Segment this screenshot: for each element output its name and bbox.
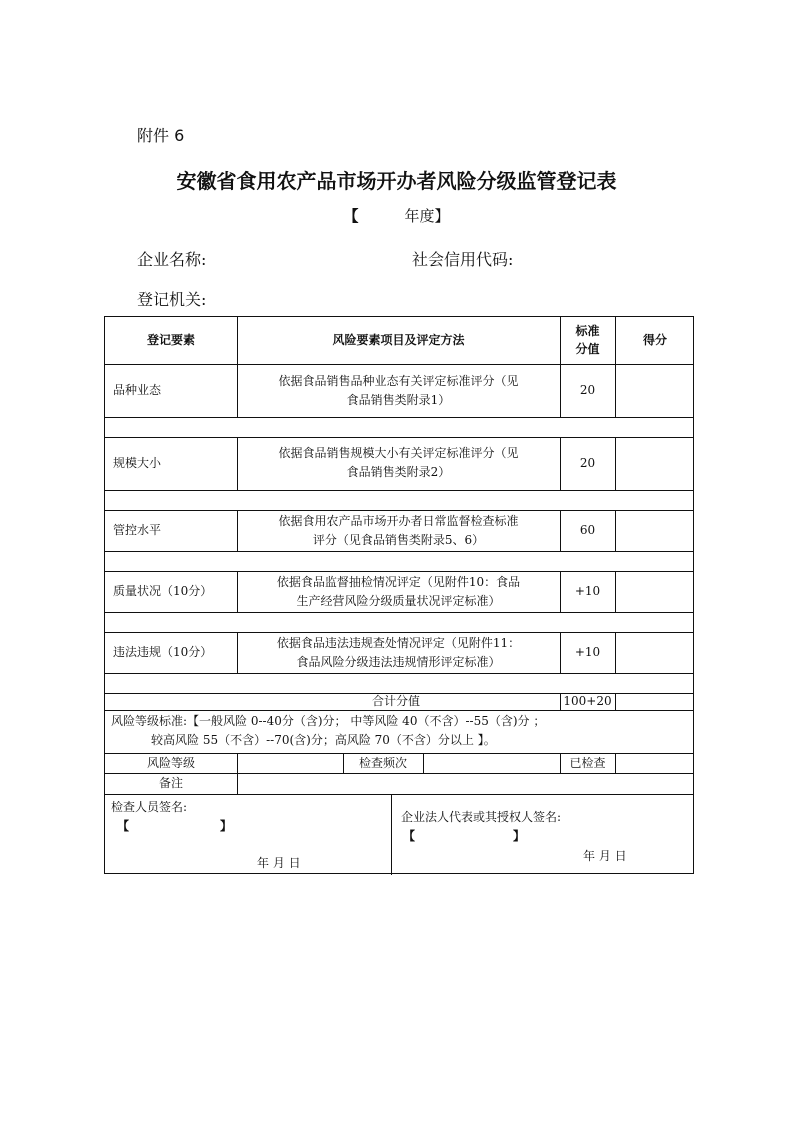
legal-rep-date: 年 月 日 xyxy=(583,849,627,863)
inspector-date: 年 月 日 xyxy=(257,856,301,870)
year-line xyxy=(0,205,793,226)
header-element: 登记要素 xyxy=(146,333,195,347)
row-method-line1: 依据食用农产品市场开办者日常监督检查标准 xyxy=(278,514,519,528)
inspector-signature-label: 检查人员签名: xyxy=(111,800,188,814)
risk-standard-line2: 较高风险 55（不含）--70(含)分；高风险 70（不含）分以上 】。 xyxy=(151,733,496,747)
header-standard-1: 标准 xyxy=(575,324,600,338)
row-method-line2: 食品销售类附录2） xyxy=(346,465,451,479)
credit-code-label: 社会信用代码: xyxy=(412,250,514,269)
registration-authority-label: 登记机关: xyxy=(137,290,207,309)
row-element: 品种业态 xyxy=(113,383,162,397)
checked-label: 已检查 xyxy=(569,756,606,770)
year-label: 年度】 xyxy=(404,207,450,225)
risk-level-label: 风险等级 xyxy=(146,756,195,770)
inspector-bracket-close: 】 xyxy=(220,819,233,833)
row-method-line1: 依据食品销售品种业态有关评定标准评分（见 xyxy=(278,374,519,388)
year-bracket-open: 【 xyxy=(343,207,359,225)
row-element: 管控水平 xyxy=(113,523,162,537)
attachment-label: 附件 6 xyxy=(137,126,185,145)
row-method-line1: 依据食品违法违规查处情况评定（见附件11： xyxy=(276,636,521,650)
risk-standard-line1: 风险等级标准:【一般风险 0--40分（含)分； 中等风险 40（不含）--55（含)分 ； xyxy=(111,714,546,728)
inspector-bracket-open: 【 xyxy=(117,819,130,833)
row-method-line1: 依据食品监督抽检情况评定（见附件10：食品 xyxy=(276,575,521,589)
row-standard: +10 xyxy=(574,645,601,659)
row-element: 质量状况（10分） xyxy=(113,584,213,598)
header-method: 风险要素项目及评定方法 xyxy=(332,333,465,347)
row-method-line2: 评分（见食品销售类附录5、6） xyxy=(312,533,485,547)
row-element: 规模大小 xyxy=(113,456,162,470)
row-standard: 20 xyxy=(579,383,596,397)
row-method-line2: 食品风险分级违法违规情形评定标准） xyxy=(296,655,501,669)
row-method-line1: 依据食品销售规模大小有关评定标准评分（见 xyxy=(278,446,519,460)
row-standard: 60 xyxy=(579,523,596,537)
row-method-line2: 生产经营风险分级质量状况评定标准） xyxy=(296,594,501,608)
page-title: 安徽省食用农产品市场开办者风险分级监管登记表 xyxy=(176,169,617,193)
risk-registration-table xyxy=(104,316,694,874)
header-score: 得分 xyxy=(642,333,667,347)
legal-rep-signature-label: 企业法人代表或其授权人签名: xyxy=(401,810,562,824)
row-element: 违法违规（10分） xyxy=(113,645,213,659)
inspection-frequency-label: 检查频次 xyxy=(358,756,407,770)
legal-rep-bracket-close: 】 xyxy=(513,829,526,843)
row-standard: +10 xyxy=(574,584,601,598)
legal-rep-bracket-open: 【 xyxy=(403,829,416,843)
row-method-line2: 食品销售类附录1） xyxy=(346,393,451,407)
total-value: 100+20 xyxy=(563,694,612,708)
row-standard: 20 xyxy=(579,456,596,470)
remarks-label: 备注 xyxy=(158,776,183,790)
total-label: 合计分值 xyxy=(372,694,421,708)
header-standard-2: 分值 xyxy=(575,342,600,356)
company-name-label: 企业名称: xyxy=(137,250,207,269)
